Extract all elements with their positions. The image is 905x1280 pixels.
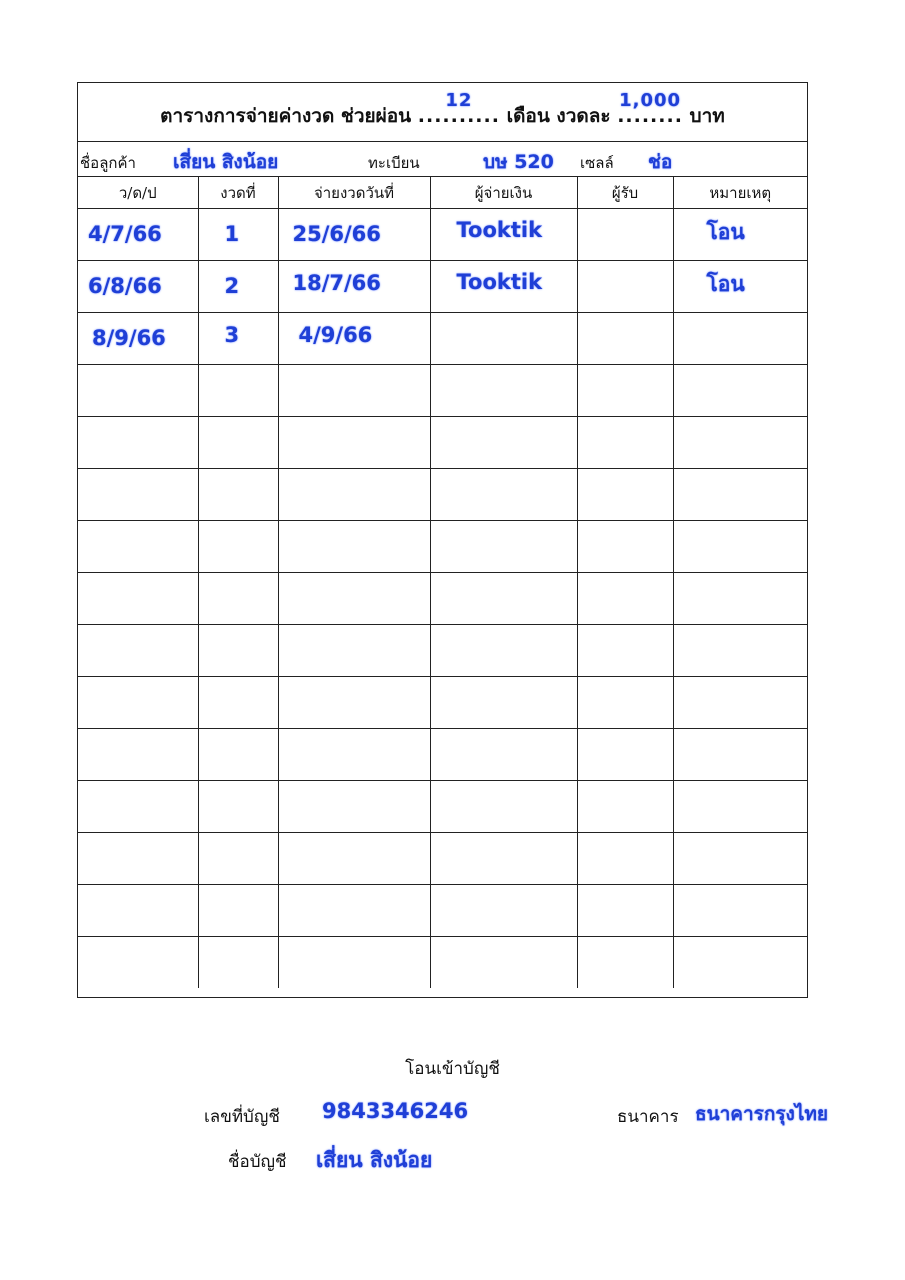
table-row bbox=[78, 469, 807, 521]
cell-receiver bbox=[577, 261, 673, 313]
title-text-before: ตารางการจ่ายค่างวด ช่วยผ่อน bbox=[160, 105, 418, 127]
table-row bbox=[78, 729, 807, 781]
cell-payer bbox=[430, 313, 577, 365]
customer-name-label: ชื่อลูกค้า bbox=[80, 154, 136, 172]
cell-payer-value: Tooktik bbox=[456, 270, 543, 294]
cell-installment bbox=[198, 209, 278, 261]
table-row bbox=[78, 781, 807, 833]
column-header-paid-date: จ่ายงวดวันที่ bbox=[278, 177, 430, 209]
cell-date bbox=[78, 313, 198, 365]
table-row bbox=[78, 885, 807, 937]
cell-installment-value: 1 bbox=[224, 222, 240, 246]
cell-paid-date-value: 4/9/66 bbox=[298, 323, 373, 347]
page-title bbox=[78, 90, 807, 131]
cell-paid-date bbox=[278, 313, 430, 365]
months-dots: .......... bbox=[417, 105, 500, 127]
title-row bbox=[78, 83, 807, 142]
table-row bbox=[78, 209, 807, 261]
table-header-row bbox=[78, 177, 807, 209]
title-text-after: บาท bbox=[682, 105, 725, 127]
cell-installment-value: 3 bbox=[224, 323, 240, 347]
installment-sheet bbox=[77, 82, 808, 998]
cell-payer-value: Tooktik bbox=[456, 218, 543, 242]
sales-label: เซลล์ bbox=[580, 154, 614, 172]
account-name-value: เสี่ยน สิงน้อย bbox=[316, 1148, 433, 1172]
registration-value: บษ 520 bbox=[483, 151, 554, 173]
table-row bbox=[78, 833, 807, 885]
table-row bbox=[78, 365, 807, 417]
cell-paid-date-value: 18/7/66 bbox=[292, 271, 381, 295]
title-text-middle: เดือน งวดละ bbox=[499, 105, 618, 127]
customer-info-row bbox=[78, 142, 807, 177]
cell-paid-date-value: 25/6/66 bbox=[292, 222, 381, 246]
amount-blank bbox=[617, 90, 683, 127]
cell-installment bbox=[198, 313, 278, 365]
account-name-label: ชื่อบัญชี bbox=[228, 1152, 287, 1172]
months-blank bbox=[417, 90, 500, 127]
column-header-receiver: ผู้รับ bbox=[577, 177, 673, 209]
cell-receiver bbox=[577, 209, 673, 261]
months-value: 12 bbox=[445, 90, 473, 111]
registration-label: ทะเบียน bbox=[368, 154, 420, 172]
table-row bbox=[78, 937, 807, 989]
cell-note-value: โอน bbox=[706, 220, 745, 244]
table-row bbox=[78, 417, 807, 469]
cell-date-value: 4/7/66 bbox=[88, 222, 162, 246]
sales-value: ช่อ bbox=[648, 151, 673, 173]
cell-note-value: โอน bbox=[706, 272, 745, 296]
cell-receiver bbox=[577, 313, 673, 365]
bank-label: ธนาคาร bbox=[617, 1107, 679, 1127]
cell-note bbox=[673, 313, 807, 365]
account-number-value: 9843346246 bbox=[322, 1099, 469, 1123]
column-header-note: หมายเหตุ bbox=[673, 177, 807, 209]
transfer-title: โอนเข้าบัญชี bbox=[405, 1059, 500, 1079]
table-row bbox=[78, 521, 807, 573]
table-row bbox=[78, 573, 807, 625]
account-number-label: เลขที่บัญชี bbox=[204, 1107, 280, 1127]
cell-paid-date bbox=[278, 209, 430, 261]
table-row bbox=[78, 261, 807, 313]
bank-value: ธนาคารกรุงไทย bbox=[695, 1103, 829, 1125]
cell-date bbox=[78, 209, 198, 261]
column-header-payer: ผู้จ่ายเงิน bbox=[430, 177, 577, 209]
amount-value: 1,000 bbox=[619, 90, 682, 111]
table-row bbox=[78, 677, 807, 729]
cell-date-value: 6/8/66 bbox=[88, 274, 162, 298]
cell-date-value: 8/9/66 bbox=[92, 326, 166, 350]
cell-payer bbox=[430, 209, 577, 261]
customer-name-value: เสี่ยน สิงน้อย bbox=[173, 151, 279, 173]
table-row bbox=[78, 625, 807, 677]
cell-installment bbox=[198, 261, 278, 313]
cell-date bbox=[78, 261, 198, 313]
installment-table bbox=[78, 177, 807, 988]
table-row bbox=[78, 313, 807, 365]
amount-dots: ........ bbox=[617, 105, 683, 127]
cell-installment-value: 2 bbox=[224, 274, 240, 298]
column-header-date: ว/ด/ป bbox=[78, 177, 198, 209]
column-header-installment: งวดที่ bbox=[198, 177, 278, 209]
cell-note bbox=[673, 261, 807, 313]
cell-paid-date bbox=[278, 261, 430, 313]
cell-payer bbox=[430, 261, 577, 313]
cell-note bbox=[673, 209, 807, 261]
